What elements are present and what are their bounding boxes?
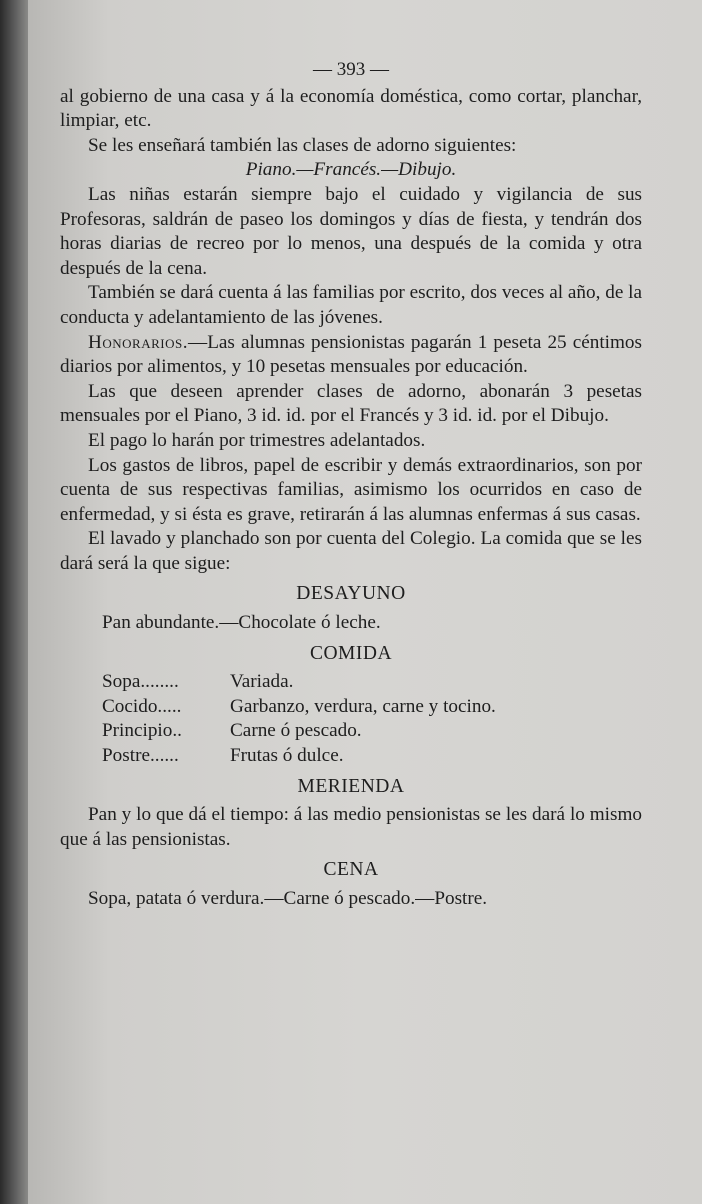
- paragraph-adorno-fees: Las que deseen aprender clases de adorno, abonarán 3 pesetas mensuales por el Piano, 3 id. id. por el Francés y 3 id. id. por el Dibujo.: [60, 380, 642, 427]
- comida-label: Principio..: [102, 720, 182, 742]
- paragraph-continuation: al gobierno de una casa y á la economía doméstica, como cortar, planchar, limpiar, etc.: [60, 85, 642, 132]
- cena-text: Sopa, patata ó verdura.—Carne ó pescado.—Postre.: [88, 888, 488, 909]
- paragraph-expenses: Los gastos de libros, papel de escribir y demás extraordinarios, son por cuenta de sus respectivas familias, asimismo los ocurridos en caso de enfermedad, y si ésta es grave, retirarán á las alumnas enfermas á sus casas.: [60, 454, 642, 525]
- honorarios-body: —Las alumnas pensionistas pagarán 1 peseta 25 céntimos diarios por alimentos, y 10 pesetas mensuales por educación.: [60, 331, 642, 378]
- paragraph-honorarios: [60, 331, 642, 380]
- heading-desayuno: DESAYUNO: [296, 583, 406, 605]
- comida-value: Frutas ó dulce.: [230, 745, 344, 767]
- comida-value: Variada.: [230, 671, 294, 693]
- merienda-text: Pan y lo que dá el tiempo: á las medio pensionistas se les dará lo mismo que á las pensionistas.: [60, 804, 642, 850]
- paragraph-adorno-classes: Se les enseñará también las clases de adorno siguientes:: [88, 134, 517, 156]
- comida-value: Carne ó pescado.: [230, 720, 362, 742]
- book-spine-shadow: [0, 0, 28, 1204]
- heading-merienda: MERIENDA: [297, 775, 405, 797]
- comida-row: [60, 744, 642, 769]
- desayuno-text: Pan abundante.—Chocolate ó leche.: [102, 612, 381, 634]
- comida-row: [60, 695, 642, 720]
- paragraph-payment: El pago lo harán por trimestres adelantados.: [88, 429, 426, 451]
- paragraph-supervision: Las niñas estarán siempre bajo el cuidado y vigilancia de sus Profesoras, saldrán de paseo los domingos y días de fiesta, y tendrán dos horas diarias de recreo por lo menos, una después de la comida y otra después de la cena.: [60, 183, 642, 279]
- page-number: — 393 —: [313, 59, 389, 80]
- heading-comida: COMIDA: [309, 642, 393, 664]
- comida-value: Garbanzo, verdura, carne y tocino.: [230, 695, 496, 717]
- classes-list: Piano.—Francés.—Dibujo.: [245, 159, 457, 181]
- comida-row: [60, 670, 642, 695]
- comida-row: [60, 719, 642, 744]
- heading-cena: CENA: [323, 859, 379, 881]
- paragraph-reports: También se dará cuenta á las familias por escrito, dos veces al año, de la conducta y adelantamiento de las jóvenes.: [60, 282, 642, 328]
- comida-label: Cocido.....: [102, 695, 182, 717]
- paragraph-laundry: El lavado y planchado son por cuenta del Colegio. La comida que se les dará será la que sigue:: [60, 528, 642, 574]
- page-text: [60, 58, 642, 912]
- honorarios-lead: Honorarios.: [88, 331, 188, 353]
- comida-label: Postre......: [102, 745, 179, 767]
- comida-label: Sopa........: [102, 671, 179, 693]
